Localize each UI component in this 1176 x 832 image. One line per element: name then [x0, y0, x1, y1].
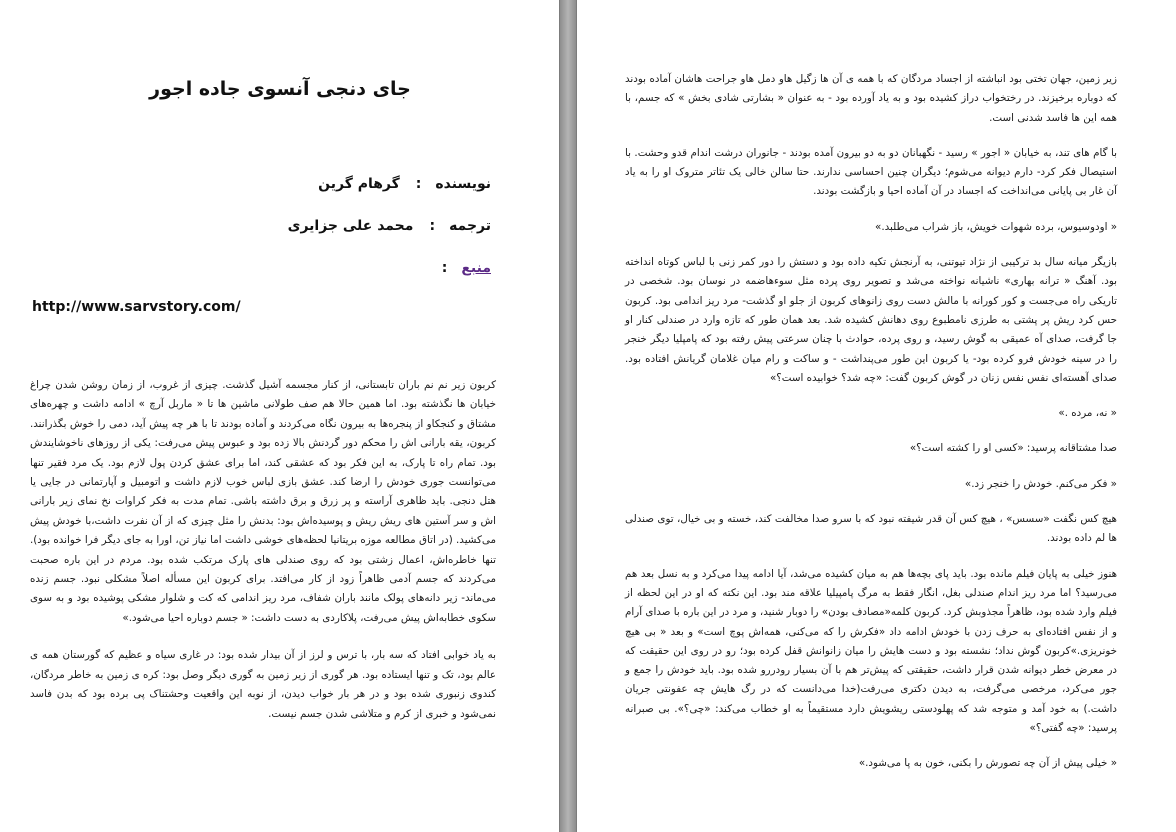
paragraph: زیر زمین، جهان تختی بود انباشته از اجساد مردگان که با همه ی آن ها زگیل هاو دمل هاو جراحت هاشان آماده بودند که دوباره برخیزند. در رختخواب دراز کشیده بود و به یاد آورده بود - به عنوان « بشارتی شادی بخش » که جسم، با همه این ها فاسد شدنی است. [625, 73, 1117, 124]
right-page [576, 0, 1176, 832]
translator-key: ترجمه [449, 218, 491, 234]
paragraph: « نه، مرده .» [1058, 407, 1117, 420]
left-body-text [30, 376, 496, 742]
story-title: جای دنجی آنسوی جاده اجور [149, 78, 411, 100]
paragraph: « خیلی پیش از آن چه تصورش را بکنی، خون به پا می‌شود.» [858, 757, 1117, 770]
left-page [0, 0, 560, 832]
translator-value: محمد علی جزایری [287, 218, 414, 234]
author-key: نویسنده [435, 176, 491, 192]
paragraph: هنوز خیلی به پایان فیلم مانده بود. باید پای بچه‌ها هم به میان کشیده می‌شد، آیا ادامه پیدا می‌کرد و به نسل بعد هم می‌رسید؟ اما مرد ریز اندام صندلی بغل، انگار فقط به مرگ پامپیلیا علاقه مند بود. این نکته که او در این لحظه از فیلم وارد شده بود، ظاهراً مجذوبش کرد. کربون کلمه«مصادف بودن» را دوبار شنید، و مرد در این باره با صدای آرام و از نفس افتاده‌ای به حرف زدن با خودش ادامه داد «فکرش را که می‌کنی، همه‌اش پوچ است» و بعد « بی هیچ خونریزی.»کربون گوش نداد؛ نشسته بود و دست هایش را میان زانوانش قفل کرده بود؛ رو در روی این حقیقت که در معرض خطر دیوانه شدن قرار داشت، حقیقتی که پیش‌تر هم با آن بسیار رودررو شده بود. باید خودش را جمع و جور می‌کرد، مرخصی می‌گرفت، به دیدن دکتری می‌رفت(خدا می‌دانست که در رگ هایش چه عفونتی جریان داشت.) به خود آمد و متوجه شد که پهلودستی ریشویش دارد مستقیماً به او خطاب می‌کند: «چی؟». بی صبرانه پرسید: «چه گفتی؟» [625, 567, 1117, 735]
source-url[interactable]: http://www.sarvstory.com/ [32, 299, 241, 315]
paragraph: بازیگر میانه سال بد ترکیبی از نژاد تیوتنی، به آرنجش تکیه داده بود و دستش را دور کمر زنی با لباس کوتاه انداخته بود. آهنگ « ترانه بهاری» ناشیانه نواخته می‌شد و تصویر روی پرده مثل سوءهاضمه در نوسان بود. شخصی در تاریکی راه می‌جست و کور کورانه با مالش دست روی زانوهای کربون از جلو او گذشت- مرد ریز اندامی بود. کربون حس کرد ریش پر پشتی به طرزی نامطبوع روی دهانش کشیده شد. بعد همان طور که تازه وارد در صندلی کنار او جا گرفت، صدای آه عمیقی به گوش رسید، و روی پرده، حوادث با چنان سرعتی پیش رفته بود که پامپلیا دیگر خنجر را در سینه خودش فرو کرده بود- یا کربون این طور می‌پنداشت - و ساکت و رام میان غلامان گریانش افتاده بود. صدای آهسته‌ای نفس نفس زنان در گوش کربون گفت: «چه شد؟ خوابیده است؟» [625, 256, 1117, 384]
author-value: گرهام گرین [318, 176, 400, 192]
author-line [318, 176, 491, 192]
source-colon: : [441, 260, 448, 276]
author-colon: : [415, 176, 422, 192]
right-body-text [625, 70, 1117, 790]
page-gutter [560, 0, 576, 832]
paragraph: « اودوسیوس، برده شهوات خویش، باز شراب می‌طلبد.» [875, 220, 1117, 233]
paragraph: صدا مشتاقانه پرسید: «کسی او را کشته است؟» [909, 442, 1117, 455]
source-line [442, 260, 491, 276]
source-link[interactable]: منبع [461, 260, 491, 276]
paragraph: هیچ کس نگفت «سسس» ، هیچ کس آن قدر شیفته نبود که با سرو صدا مخالفت کند، خسته و بی خیال، توی صندلی ها لم داده بودند. [625, 513, 1117, 545]
paragraph: به یاد خوابی افتاد که سه بار، با ترس و لرز از آن بیدار شده بود: در غاری سیاه و عظیم که گورستان همه ی عالم بود، تک و تنها ایستاده بود. هر گوری از زیر زمین به گوری دیگر وصل بود: کره ی زمین به خاطر مردگان، کندوی زنبوری شده بود و در هر بار خواب دیدن، از نوبه این واقعیت وحشتناک پی برده بود که بدن فاسد نمی‌شود و خبری از کرم و متلاشی شدن جسم نیست. [30, 649, 496, 720]
paragraph: « فکر می‌کنم. خودش را خنجر زد.» [964, 477, 1117, 490]
translator-colon: : [429, 218, 436, 234]
paragraph: با گام های تند، به خیابان « اجور » رسید - نگهبانان دو به دو بیرون آمده بودند - جانوران درشت اندام قدو وحشت. با استیصال فکر کرد- دارم دیوانه می‌شوم؛ دیگران چنین احساسی ندارند. حتا سالن خالی یک تئاتر متروک او را به یاد آن غار بی پایانی می‌انداخت که اجساد در آن آماده احیا و بازگشت بودند. [625, 146, 1117, 198]
paragraph: کربون زیر نم نم باران تابستانی، از کنار مجسمه آشیل گذشت. چیزی از غروب، از زمان روشن شدن چراغ خیابان ها نگذشته بود. اما همین حالا هم صف طولانی ماشین ها تا « ماربل آرچ » ادامه داشت و چهره‌های مشتاق و کنجکاو از پنجره‌ها به بیرون نگاه می‌کردند و آماده بودند تا با هر چه پیش آید، دمی را خوش بگذرانند. کربون، یقه بارانی اش را محکم دور گردنش بالا زده بود و عبوس پیش می‌رفت: یکی از روزهای ناخوشایندش بود. تمام راه تا پارک، به این فکر بود که عشقی کند، اما برای عشق کردن پول لازم بود. یک مرد فقیر تنها می‌توانست جوری خودش را ارضا کند. عشق بازی لباس خوب لازم داشت و اتومبیل و آپارتمانی در جایی یا هتل دنجی. باید ظاهری آراسته و پر زرق و برق داشته باشی. تمام مدت به فکر کراوات نخ نمای زیر بارانی اش و سر آستین های ریش ریش و پوسیده‌اش بود: بدنش را مثل چیزی که از آن نفرت داشت،با خودش پیش می‌کشید. (در اتاق مطالعه موزه بریتانیا لحظه‌های خوشی داشت اما نیاز تن، اورا به جای دیگر فرا خوانده بود). تنها خاطره‌اش، اعمال زشتی بود که روی صندلی های پارک مرتکب شده بود. مردم در این باره صحبت می‌کردند که جسم آدمی ظاهراً زود از کار می‌افتد. برای کربون این مسأله اصلاً مشکلی نبود. جسم زنده می‌ماند- زیر دانه‌های پولک مانند باران شفاف، مرد ریز اندامی که کت و شلوار مشکی پوشیده بود و به سوی سکوی خطابه‌اش پیش می‌رفت، پلاکاردی به دست داشت: « جسم دوباره احیا می‌شود.» [30, 379, 496, 624]
translator-line [288, 218, 491, 234]
